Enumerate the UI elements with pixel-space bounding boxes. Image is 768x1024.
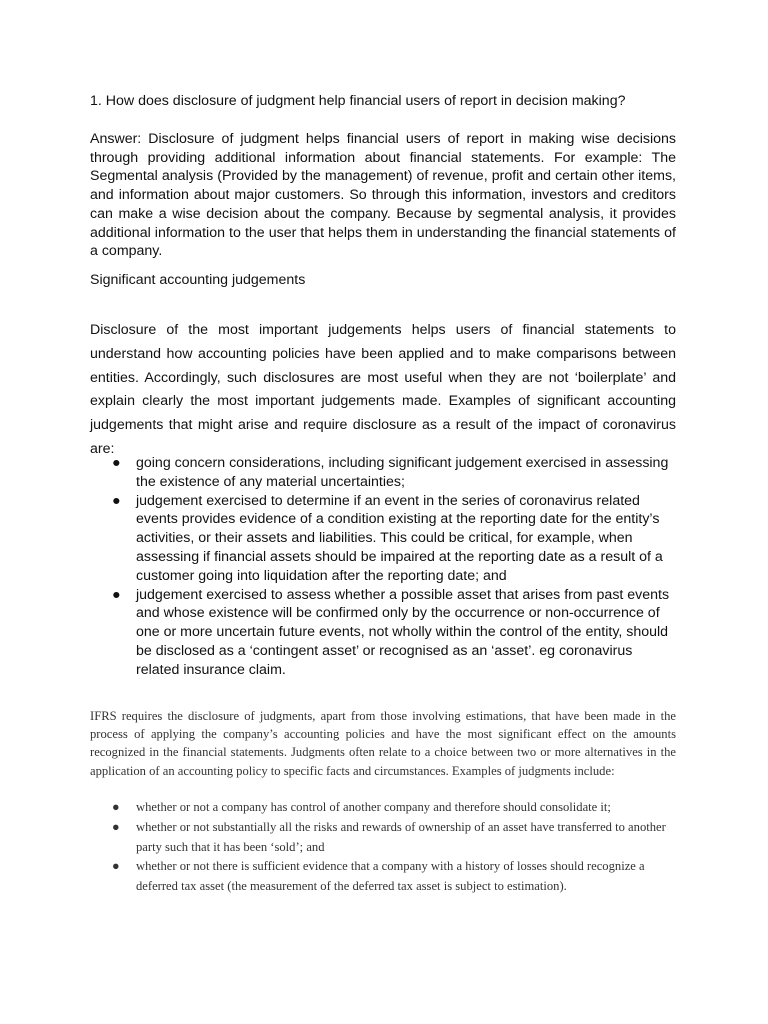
list-item bbox=[112, 454, 678, 492]
bullet-icon: ● bbox=[112, 859, 120, 874]
ifrs-judgment-examples-list bbox=[112, 798, 678, 897]
list-item-text: whether or not substantially all the risks and rewards of ownership of an asset have transferred to another party such that it has been ‘sold’; and bbox=[136, 819, 666, 854]
list-item-text: whether or not a company has control of another company and therefore should consolidate it; bbox=[136, 800, 611, 814]
list-item bbox=[112, 586, 678, 680]
question-text: 1. How does disclosure of judgment help financial users of report in decision making? bbox=[90, 93, 626, 109]
bullet-icon: ● bbox=[112, 800, 120, 814]
bullet-icon: ● bbox=[112, 455, 121, 471]
list-item bbox=[112, 818, 678, 858]
list-item-text: whether or not there is sufficient evidence that a company with a history of losses should recognize a deferred tax asset (the measurement of the deferred tax asset is subject to estimation). bbox=[136, 859, 645, 894]
list-item-text: going concern considerations, including significant judgement exercised in assessing the existence of any material uncertainties; bbox=[136, 455, 669, 490]
list-item-text: judgement exercised to determine if an event in the series of coronavirus related events provides evidence of a condition existing at the reporting date for the entity’s activities, or their assets and liabilities. This could be critical, for example, when assessing if financial assets should be impaired at the reporting date as a result of a customer going into liquidation after the reporting date; and bbox=[136, 492, 663, 584]
judgement-examples-list bbox=[112, 454, 678, 680]
section-heading: Significant accounting judgements bbox=[90, 272, 306, 288]
list-item bbox=[112, 492, 678, 586]
bullet-icon: ● bbox=[112, 819, 120, 834]
list-item bbox=[112, 798, 678, 818]
answer-paragraph: Answer: Disclosure of judgment helps financial users of report in making wise decisions through providing additional information about financial statements. For example: The Segmental analysis (Provided by the management) of revenue, profit and certain other items, and information about major customers. So through this information, investors and creditors can make a wise decision about the company. Because by segmental analysis, it provides additional information to the user that helps them in understanding the financial statements of a company. bbox=[90, 131, 676, 260]
list-item bbox=[112, 857, 678, 897]
bullet-icon: ● bbox=[112, 492, 121, 509]
ifrs-paragraph: IFRS requires the disclosure of judgments, apart from those involving estimations, that have been made in the process of applying the company’s accounting policies and have the most significant effect on the amounts recognized in the financial statements. Judgments often relate to a choice between two or more alternatives in the application of an accounting policy to specific facts and circumstances. Examples of judgments include: bbox=[90, 709, 676, 778]
judgements-paragraph: Disclosure of the most important judgements helps users of financial statements to understand how accounting policies have been applied and to make comparisons between entities. Accordingly, such disclosures are most useful when they are not ‘boilerplate’ and explain clearly the most important judgements made. Examples of significant accounting judgements that might arise and require disclosure as a result of the impact of coronavirus are: bbox=[90, 322, 676, 457]
list-item-text: judgement exercised to assess whether a possible asset that arises from past events and whose existence will be confirmed only by the occurrence or non-occurrence of one or more uncertain future events, not wholly within the control of the entity, should be disclosed as a ‘contingent asset’ or recognised as an ‘asset’. eg coronavirus related insurance claim. bbox=[136, 586, 670, 678]
bullet-icon: ● bbox=[112, 586, 121, 603]
